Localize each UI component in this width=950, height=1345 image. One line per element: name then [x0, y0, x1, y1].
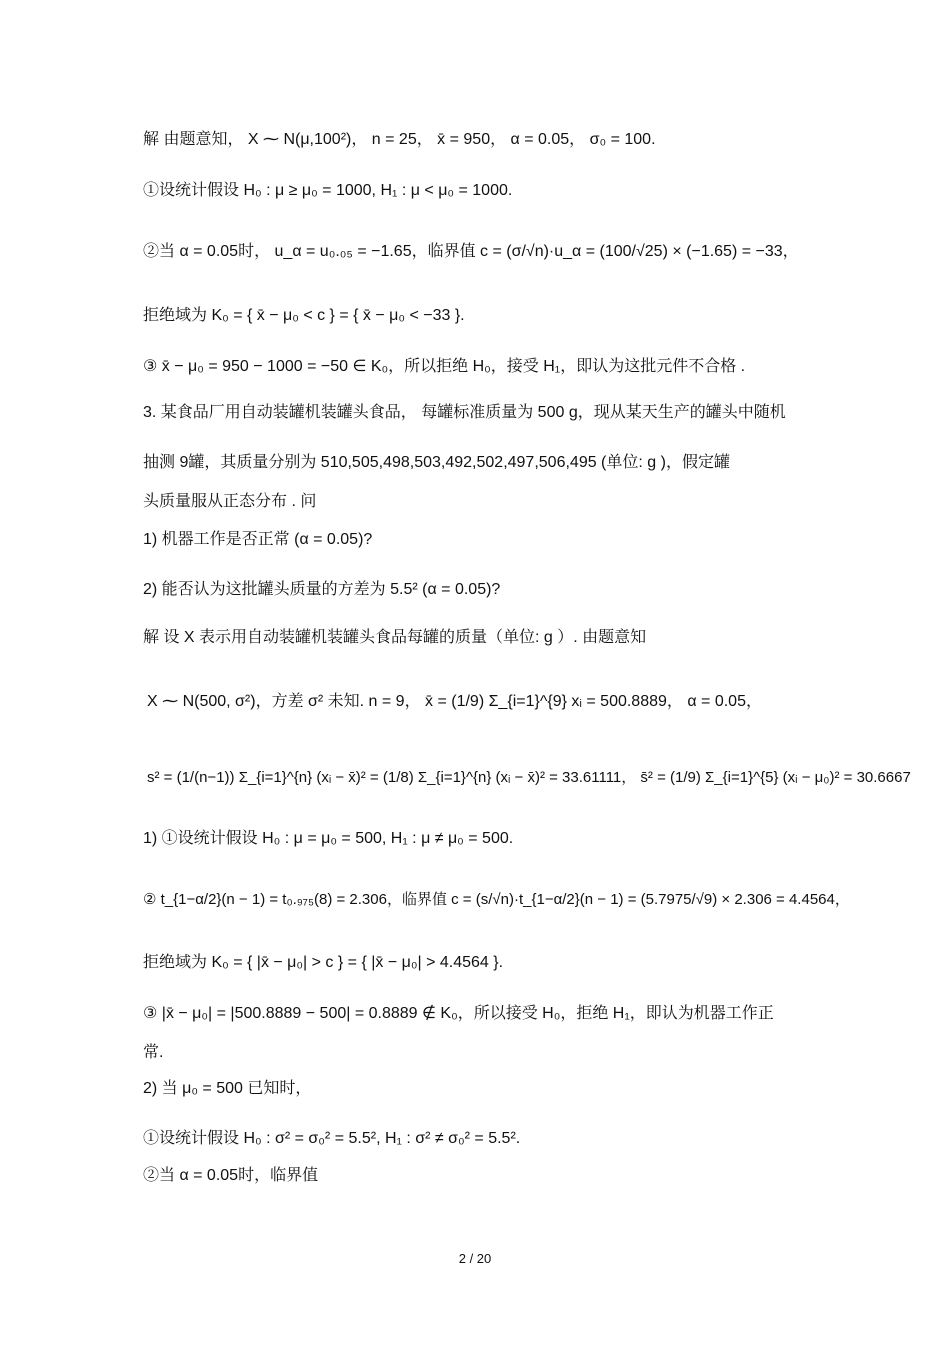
line-5: ③ x̄ − μ₀ = 950 − 1000 = −50 ∈ K₀，所以拒绝 H₀，接受 H₁，即认为这批元件不合格 . — [143, 358, 746, 375]
solution-intro: 解 设 X 表示用自动装罐机装罐头食品每罐的质量（单位: g ）. 由题意知 — [143, 629, 647, 646]
conclusion-cont: 常. — [143, 1044, 164, 1061]
hypothesis-1: 1) ①设统计假设 H₀ : μ = μ₀ = 500, H₁ : μ ≠ μ₀ = 500. — [143, 830, 514, 847]
hypothesis-2: ①设统计假设 H₀ : σ² = σ₀² = 5.5², H₁ : σ² ≠ σ₀² = 5.5². — [143, 1130, 521, 1147]
page-number: 2 / 20 — [458, 1251, 492, 1266]
question-1: 1) 机器工作是否正常 (α = 0.05)? — [143, 531, 373, 548]
line-3: ②当 α = 0.05时， u_α = u₀.₀₅ = −1.65，临界值 c = (σ/√n)·u_α = (100/√25) × (−1.65) = −33， — [143, 243, 799, 260]
problem-3-line-1: 3. 某食品厂用自动装罐机装罐头食品， 每罐标准质量为 500 g，现从某天生产的罐头中随机 — [143, 404, 786, 421]
line-2: ①设统计假设 H₀ : μ ≥ μ₀ = 1000, H₁ : μ < μ₀ = 1000. — [143, 182, 513, 199]
question-2: 2) 能否认为这批罐头质量的方差为 5.5² (α = 0.05)? — [143, 581, 501, 598]
rejection-region-line: 拒绝域为 K₀ = { |x̄ − μ₀| > c } = { |x̄ − μ₀| > 4.4564 }. — [143, 954, 504, 971]
part-2-line: 2) 当 μ₀ = 500 已知时， — [143, 1080, 312, 1097]
problem-3-line-2: 抽测 9罐，其质量分别为 510,505,498,503,492,502,497,506,495 (单位: g )，假定罐 — [143, 454, 730, 471]
critical-value-line: ② t_{1−α/2}(n − 1) = t₀.₉₇₅(8) = 2.306，临界值 c = (s/√n)·t_{1−α/2}(n − 1) = (5.7975/√9) × 2.306 = 4.4564， — [143, 891, 850, 908]
distribution-line: X ⁓ N(500, σ²)，方差 σ² 未知. n = 9， x̄ = (1/9) Σ_{i=1}^{9} xᵢ = 500.8889， α = 0.05， — [147, 693, 762, 710]
line-4: 拒绝域为 K₀ = { x̄ − μ₀ < c } = { x̄ − μ₀ < −33 }. — [143, 307, 465, 324]
line-1: 解 由题意知， X ⁓ N(μ,100²)， n = 25， x̄ = 950， α = 0.05， σ₀ = 100. — [143, 131, 656, 148]
problem-3-line-3: 头质量服从正态分布 . 问 — [143, 493, 317, 510]
critical-value-2: ②当 α = 0.05时，临界值 — [143, 1167, 319, 1184]
conclusion-line: ③ |x̄ − μ₀| = |500.8889 − 500| = 0.8889 ∉ K₀，所以接受 H₀，拒绝 H₁，即认为机器工作正 — [143, 1005, 774, 1022]
variance-line: s² = (1/(n−1)) Σ_{i=1}^{n} (xᵢ − x̄)² = (1/8) Σ_{i=1}^{n} (xᵢ − x̄)² = 33.61111， s̄² = (1/9) Σ_{i=1}^{5} (xᵢ − μ₀)² = 30.6667 — [147, 769, 911, 786]
